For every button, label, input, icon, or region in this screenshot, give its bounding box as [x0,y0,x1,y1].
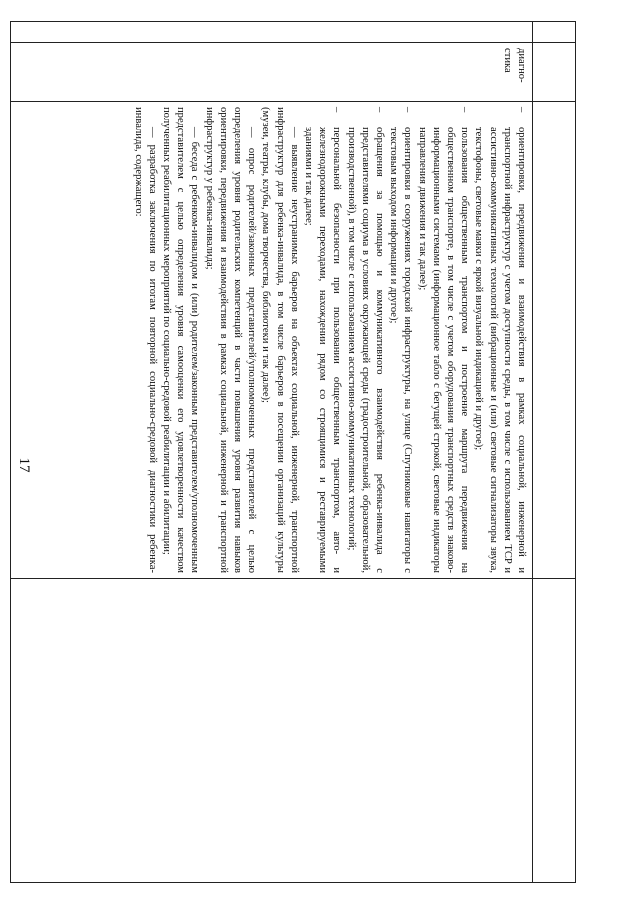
table-cell-empty [533,102,576,579]
paragraph-text: опрос родителей/законных представителей/уполномоченных представителей с целью определения уровня родительских компетенций в части повышения уровня развития навыков ориентировки, передвижения и взаимодействия в рамках социальной, инженерной и транспортной инфраструктур у ребенка-инвалида; [203,107,258,573]
bullet-item [471,107,528,573]
bullet-text: обращения за помощью и коммуникативного взаимодействия ребенка-инвалида с представителями социума в условиях окружающей среды (градостроительной, образовательной, производственной), в том числе с использованием ассистивно-коммуникативных технологий; [345,127,385,573]
paragraph [159,107,202,573]
document-table [10,21,576,883]
paragraph [258,107,301,573]
dash-mark: – [373,107,385,113]
dash-mark: — [189,127,201,138]
bullet-item [301,107,344,573]
label-text: диагно-стика [501,48,527,83]
dash-mark: – [402,107,414,113]
bullet-item [414,107,471,573]
dash-mark: — [146,127,158,138]
rotated-table-area [10,21,576,883]
bullet-text: ориентировки в сооружениях городской инфраструктуры, на улице (Спутниковые навигаторы с текстовым выходом информации и другое); [388,127,414,573]
table-cell-empty [533,579,576,883]
table-row-main [11,22,533,883]
dash-mark: – [331,107,343,113]
paragraph [201,107,258,573]
paragraph-text: беседа с ребенком-инвалидом и (или) родителем/законным представителем/уполномоченным представителем с целью определения уровня самооценки его удовлетворенности качеством полученных реабилитационных мероприятий по социально-средовой реабилитации и абилитации; [160,107,201,573]
page-number: 17 [16,457,32,473]
table-cell-empty [533,43,576,102]
paragraph [130,107,158,573]
bullet-text: пользования общественным транспортом и построение маршрута передвижения на общественном транспорте, в том числе с учетом оборудования транспортных средств знаково-информационными системами (информационное табло с бегущей строкой, световые индикаторы направления движения и так далее); [416,127,471,573]
table-cell-label [11,43,533,102]
paragraph-text: разработка заключения по итогам повторной социально-средовой диагностики ребенка-инвалида, содержащего: [132,107,158,573]
dash-mark: — [288,127,300,138]
table-row-top [533,22,576,883]
bullet-text: персональной безопасности при пользовании общественным транспортом, авто- и железнодорожными переходами, нахождении рядом со строящимися и реставрируемыми зданиями и так далее; [302,127,343,573]
table-cell-empty [533,22,576,43]
bullet-text: ориентировки, передвижения и взаимодействия в рамках социальной, инженерной и транспортной инфраструктур с учетом доступности среды, в том числе с использованием ТСР и ассистивно-коммуникативных технологий (вибрационные и (или) световые сигнализаторы звука, текстофоны, световые маяки с яркой визуальной индикацией и другое); [473,127,527,573]
paragraph-text: выявление неустранимых барьеров на объектах социальной, инженерной, транспортной инфраструктур для ребенка-инвалида, в том числе барьеров в посещении организаций культуры (музеи, театры, клубы, дома творчества, библиотеки и так далее); [260,107,300,573]
dash-mark: – [459,107,471,113]
table-cell-empty [11,579,533,883]
dash-mark: — [246,127,258,138]
table-cell-content [11,102,533,579]
bullet-item [343,107,386,573]
dash-mark: – [516,107,527,113]
table-cell-index [11,22,533,43]
bullet-item [386,107,414,573]
